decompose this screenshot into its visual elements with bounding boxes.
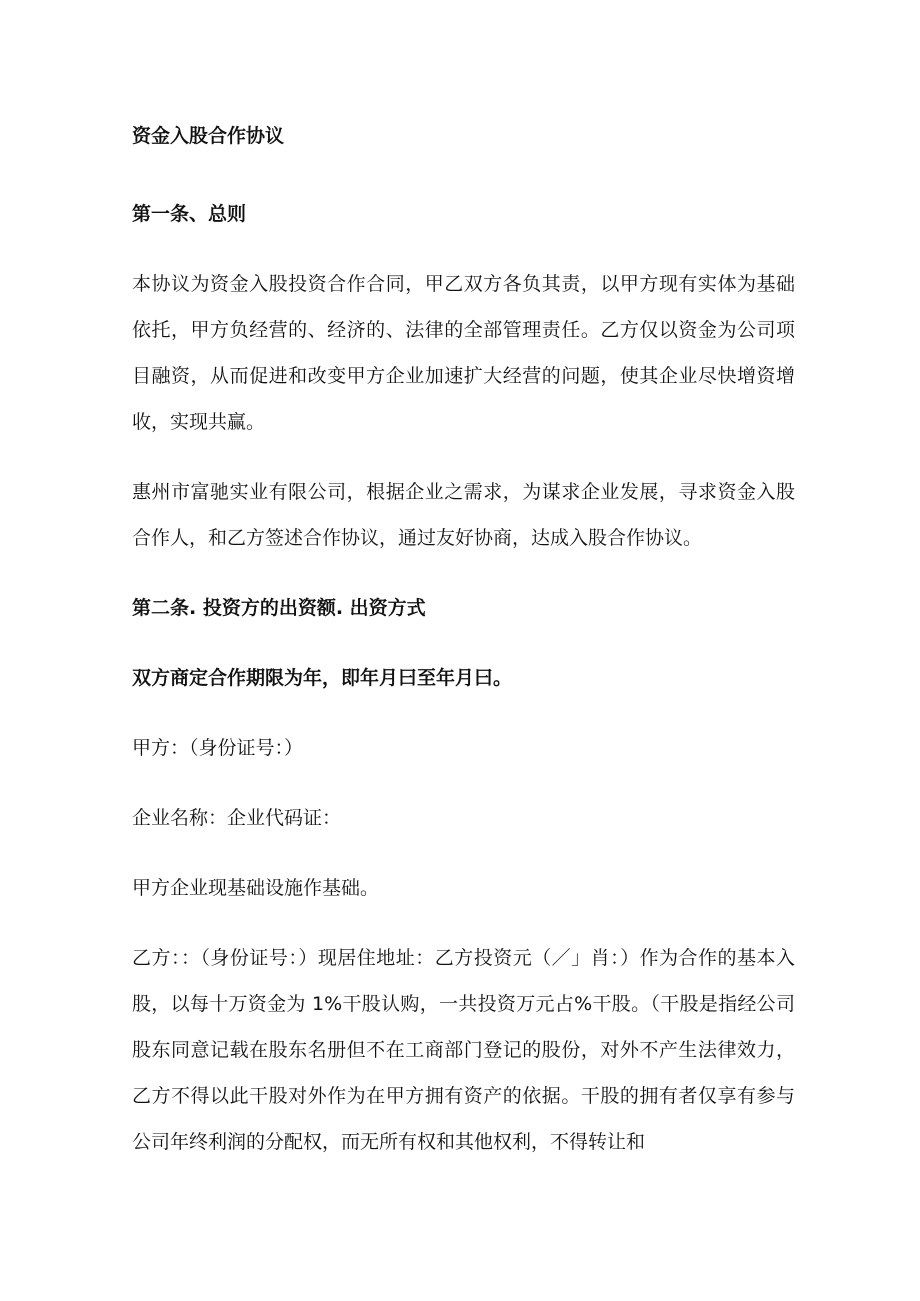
document-body	[132, 113, 795, 1165]
spacer	[132, 841, 795, 865]
section-1-heading: 第一条、总则	[132, 203, 247, 225]
spacer	[132, 911, 795, 935]
section-2-heading: 第二条. 投资方的出资额. 出资方式	[132, 597, 426, 619]
spacer	[132, 701, 795, 725]
company-line: 企业名称：企业代码证：	[132, 807, 342, 829]
term-line: 双方商定合作期限为年，即年月曰至年月曰。	[132, 667, 513, 689]
spacer	[132, 159, 795, 191]
party-a-line: 甲方：（身份证号：）	[132, 737, 304, 759]
foundation-line: 甲方企业现基础设施作基础。	[132, 877, 380, 899]
party-b-paragraph: 乙方：：（身份证号：）现居住地址：乙方投资元（／」肖：）作为合作的基本入股，以每十万资金为 1%干股认购，一共投资万元占%干股。（干股是指经公司股东同意记载在股东名册但不在工商部门登记的股份，对外不产生法律效力，乙方不得以此干股对外作为在甲方拥有资产的依据。干股的拥有者仅享有参与公司年终利润的分配权，而无所有权和其他权利，不得转让和	[132, 947, 795, 1153]
document-title: 资金入股合作协议	[132, 125, 285, 147]
spacer	[132, 631, 795, 655]
spacer	[132, 771, 795, 795]
section-1-paragraph-2: 惠州市富驰实业有限公司，根据企业之需求，为谋求企业发展，寻求资金入股合作人，和乙方签述合作协议，通过友好协商，达成入股合作协议。	[132, 481, 795, 549]
spacer	[132, 561, 795, 585]
spacer	[132, 237, 795, 261]
spacer	[132, 445, 795, 469]
section-1-paragraph-1: 本协议为资金入股投资合作合同，甲乙双方各负其责，以甲方现有实体为基础依托，甲方负经营的、经济的、法律的全部管理责任。乙方仅以资金为公司项目融资，从而促进和改变甲方企业加速扩大经营的问题，使其企业尽快增资增收，实现共赢。	[132, 273, 795, 433]
